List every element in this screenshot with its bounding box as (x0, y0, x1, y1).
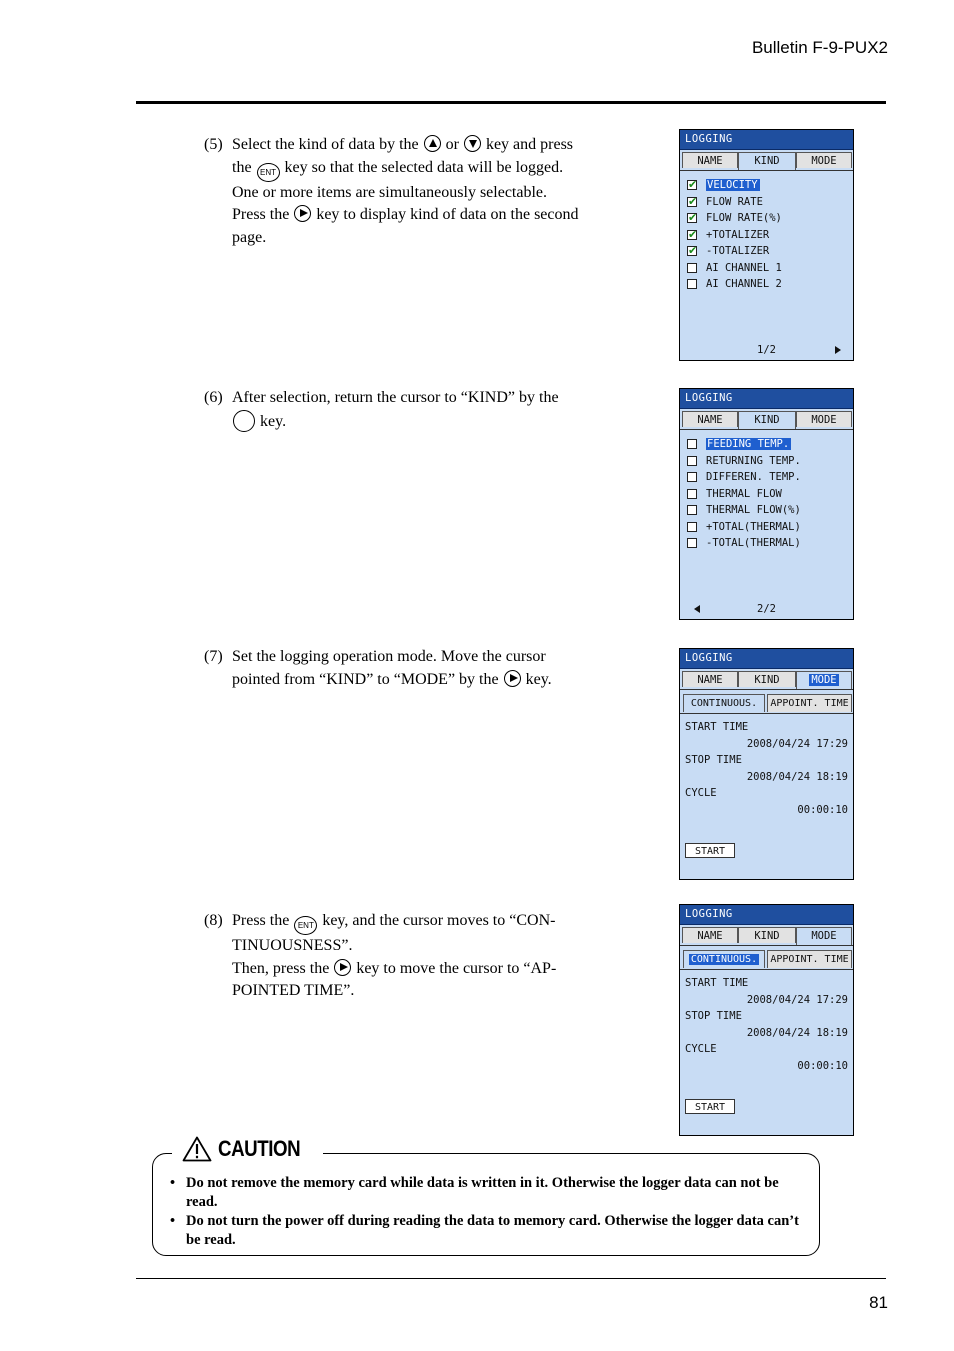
tab-appoint-time[interactable]: APPOINT. TIME (767, 694, 852, 712)
checkbox-checked-icon[interactable] (687, 213, 697, 223)
step-text: pointed from “KIND” to “MODE” by the (232, 670, 499, 688)
logging-screen-mode-continuous (679, 904, 854, 1136)
step-text: Select the kind of data by the (232, 136, 419, 153)
tab-kind[interactable]: KIND (738, 411, 796, 429)
checkbox-icon[interactable] (687, 522, 697, 532)
tab-continuous[interactable]: CONTINUOUS. (683, 694, 765, 712)
step-text: After selection, return the cursor to “KIND” by the (232, 389, 559, 406)
next-page-arrow-icon[interactable] (835, 346, 841, 354)
ent-key-icon: ENT (257, 163, 280, 182)
start-button[interactable]: START (685, 843, 735, 858)
step-text: Set the logging operation mode. Move the cursor (232, 648, 546, 665)
step-8 (204, 910, 614, 1003)
caution-item: • Do not turn the power off during reading the data to memory card. Otherwise the logger data can’t be read. (170, 1212, 800, 1250)
tab-kind[interactable]: KIND (738, 671, 796, 687)
tab-name[interactable]: NAME (682, 411, 738, 427)
step-text: key so that the selected data will be logged. (284, 158, 564, 176)
step-text: key. (525, 670, 552, 688)
step-text: One or more items are simultaneously selectable. (232, 183, 548, 201)
step-number: (8) (204, 912, 223, 929)
step-number: (7) (204, 648, 223, 665)
cycle-label: CYCLE (685, 787, 717, 799)
stop-time-label: STOP TIME (685, 754, 742, 766)
step-text: page. (232, 228, 267, 246)
step-5 (204, 134, 614, 249)
stop-time-value[interactable]: 2008/04/24 18:19 (746, 770, 848, 783)
list-item[interactable]: THERMAL FLOW(%) (680, 502, 853, 519)
step-text: Press the (232, 912, 290, 929)
right-key-icon (334, 959, 351, 976)
step-6 (204, 387, 614, 433)
checkbox-icon[interactable] (687, 505, 697, 515)
start-time-label: START TIME (685, 721, 749, 733)
start-time-value[interactable]: 2008/04/24 17:29 (746, 993, 848, 1006)
tab-mode[interactable]: MODE (796, 411, 852, 427)
logging-screen-kind-page2 (679, 388, 854, 620)
list-item[interactable]: ✔ +TOTALIZER (680, 227, 853, 244)
warning-triangle-icon (182, 1136, 212, 1162)
footer-rule (136, 1278, 886, 1279)
tab-continuous[interactable]: CONTINUOUS. (683, 950, 765, 968)
tab-kind[interactable]: KIND (738, 927, 796, 943)
step-text: Then, press the (232, 959, 330, 977)
checkbox-icon[interactable] (687, 489, 697, 499)
list-item[interactable]: ✔ -TOTALIZER (680, 243, 853, 260)
list-item[interactable]: +TOTAL(THERMAL) (680, 519, 853, 536)
right-key-icon (504, 670, 521, 687)
checkbox-checked-icon[interactable] (687, 197, 697, 207)
right-key-icon (294, 205, 311, 222)
prev-page-arrow-icon[interactable] (694, 605, 700, 613)
checkbox-checked-icon[interactable] (687, 180, 697, 190)
page-indicator: 1/2 (757, 344, 776, 356)
ent-key-icon: ENT (294, 916, 317, 935)
caution-list (170, 1174, 800, 1250)
list-item[interactable]: DIFFEREN. TEMP. (680, 469, 853, 486)
tab-mode[interactable]: MODE (796, 152, 852, 168)
list-item[interactable]: ✔ FLOW RATE(%) (680, 210, 853, 227)
list-item[interactable]: ✔ FLOW RATE (680, 194, 853, 211)
page-number: 81 (869, 1293, 888, 1312)
list-item[interactable]: FEEDING TEMP. (680, 436, 853, 453)
start-time-value[interactable]: 2008/04/24 17:29 (746, 737, 848, 750)
checkbox-icon[interactable] (687, 263, 697, 273)
logging-screen-mode (679, 648, 854, 880)
start-button[interactable]: START (685, 1099, 735, 1114)
tab-name[interactable]: NAME (682, 671, 738, 687)
tab-appoint-time[interactable]: APPOINT. TIME (767, 950, 852, 968)
logging-screen-kind-page1 (679, 129, 854, 361)
stop-time-label: STOP TIME (685, 1010, 742, 1022)
tab-name[interactable]: NAME (682, 152, 738, 168)
tab-mode[interactable]: MODE (796, 927, 852, 945)
page-indicator: 2/2 (757, 603, 776, 615)
tab-mode[interactable]: MODE (796, 671, 852, 689)
screen-title: LOGGING (680, 905, 853, 925)
step-7 (204, 646, 614, 691)
step-text: key to display kind of data on the second (316, 206, 579, 223)
list-item[interactable]: AI CHANNEL 2 (680, 276, 853, 293)
step-number: (5) (204, 136, 223, 153)
step-text: POINTED TIME”. (232, 982, 355, 999)
checkbox-icon[interactable] (687, 279, 697, 289)
cycle-value[interactable]: 00:00:10 (797, 803, 848, 816)
screen-title: LOGGING (680, 130, 853, 150)
step-text: Press the (232, 206, 290, 223)
step-text: the (232, 158, 252, 176)
screen-title: LOGGING (680, 649, 853, 669)
checkbox-icon[interactable] (687, 472, 697, 482)
checkbox-checked-icon[interactable] (687, 230, 697, 240)
list-item[interactable]: RETURNING TEMP. (680, 453, 853, 470)
step-text: key to move the cursor to “AP- (356, 959, 557, 977)
caution-heading (172, 1136, 323, 1162)
list-item[interactable]: -TOTAL(THERMAL) (680, 535, 853, 552)
start-time-label: START TIME (685, 977, 749, 989)
step-text: or (445, 136, 459, 153)
stop-time-value[interactable]: 2008/04/24 18:19 (746, 1026, 848, 1039)
checkbox-icon[interactable] (687, 538, 697, 548)
tab-kind[interactable]: KIND (738, 152, 796, 170)
step-text: TINUOUSNESS”. (232, 937, 353, 954)
up-key-icon (424, 135, 441, 152)
cycle-label: CYCLE (685, 1043, 717, 1055)
step-text: key. (260, 412, 287, 430)
list-item[interactable]: AI CHANNEL 1 (680, 260, 853, 277)
checkbox-checked-icon[interactable] (687, 246, 697, 256)
left-key-icon (233, 410, 255, 432)
down-key-icon (464, 135, 481, 152)
caution-title: CAUTION (218, 1136, 301, 1161)
screen-title: LOGGING (680, 389, 853, 409)
step-text: key and press (485, 136, 574, 153)
cycle-value[interactable]: 00:00:10 (797, 1059, 848, 1072)
caution-item: • Do not remove the memory card while data is written in it. Otherwise the logger data can not be read. (170, 1174, 800, 1212)
tab-name[interactable]: NAME (682, 927, 738, 943)
step-text: key, and the cursor moves to “CON- (322, 912, 556, 929)
bulletin-id: Bulletin F-9-PUX2 (751, 38, 888, 57)
list-item[interactable]: ✔ VELOCITY (680, 177, 853, 194)
header-rule (136, 101, 886, 104)
checkbox-icon[interactable] (687, 456, 697, 466)
checkbox-icon[interactable] (687, 439, 697, 449)
list-item[interactable]: THERMAL FLOW (680, 486, 853, 503)
step-number: (6) (204, 389, 223, 406)
